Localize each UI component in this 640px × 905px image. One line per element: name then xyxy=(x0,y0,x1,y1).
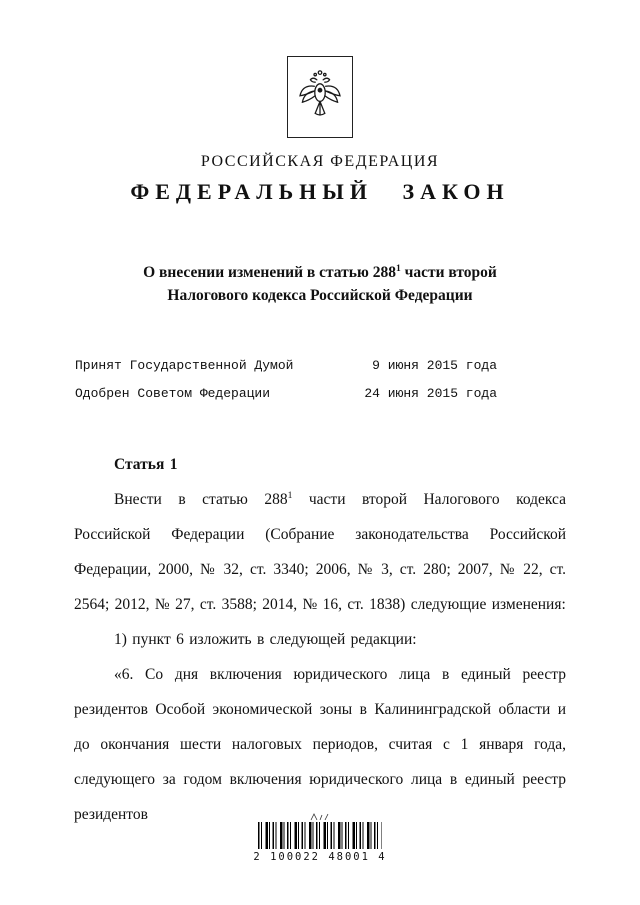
barcode-number: 2 100022 48001 4 xyxy=(253,851,387,863)
adopted-row xyxy=(75,358,497,373)
approved-label: Одобрен Советом Федерации xyxy=(75,385,271,401)
title-line-1 xyxy=(0,261,640,284)
paragraph-1-tail: части второй Налогового кодекса Российской Федерации (Собрание законодательства Российской Федерации, 2000, № 32, ст. 3340; 2006, № 3, ст. 280; 2007, № 22, ст. 2564; 2012, № 27, ст. 3588; 2014, № 16, ст. 1838) следующие изменения: xyxy=(74,490,566,613)
title-line-2: Налогового кодекса Российской Федерации xyxy=(167,287,473,305)
barcode-top-mark-icon xyxy=(308,812,332,821)
barcode-block xyxy=(0,812,640,863)
approved-row xyxy=(75,386,497,401)
paragraph-2: 1) пункт 6 изложить в следующей редакции: xyxy=(114,630,417,648)
country-name: РОССИЙСКАЯ ФЕДЕРАЦИЯ xyxy=(200,153,440,170)
barcode-icon xyxy=(258,822,382,849)
paragraph-3: «6. Со дня включения юридического лица в единый реестр резидентов Особой экономической зоны в Калининградской области и до окончания шести налоговых периодов, считая с 1 января года, следующего за годом включения юридического лица в единый реестр резидентов xyxy=(74,665,566,823)
adopted-date: 9 июня 2015 года xyxy=(372,357,497,373)
document-type: ФЕДЕРАЛЬНЫЙ ЗАКОН xyxy=(130,179,510,204)
coat-of-arms-box xyxy=(287,56,353,138)
adoption-block xyxy=(75,358,497,401)
title-superscript: 1 xyxy=(395,262,401,274)
approved-date: 24 июня 2015 года xyxy=(364,385,497,401)
russia-coat-of-arms-icon xyxy=(296,66,344,129)
paragraph-1-superscript: 1 xyxy=(287,489,293,501)
title-line-1-text: О внесении изменений в статью 288 xyxy=(143,264,396,281)
paragraph-1-text: Внести в статью 288 xyxy=(114,490,288,508)
title-line-1-tail: части второй xyxy=(400,264,497,281)
paragraph-1 xyxy=(74,482,566,622)
adopted-label: Принят Государственной Думой xyxy=(75,357,294,373)
document-title xyxy=(0,261,640,308)
document-body xyxy=(74,447,566,832)
article-1-heading: Статья 1 xyxy=(114,455,178,473)
